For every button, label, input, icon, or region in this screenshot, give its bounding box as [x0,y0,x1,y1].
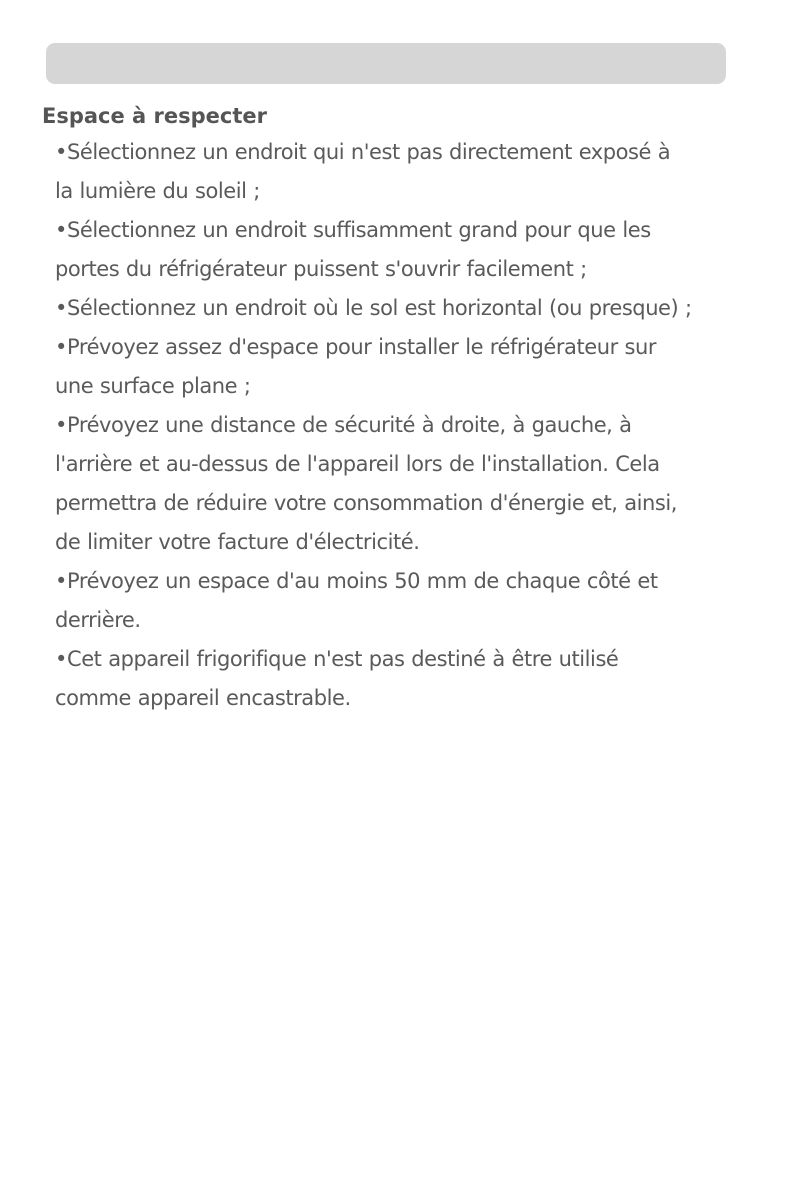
bullet-dot-icon: • [55,647,67,671]
list-item-line: Cet appareil frigorifique n'est pas destiné à être utilisé [67,647,619,671]
list-item [39,211,775,289]
bullet-dot-icon: • [55,569,67,593]
list-item-line: comme appareil encastrable. [55,686,351,710]
list-item [39,328,775,406]
bullet-dot-icon: • [55,218,67,242]
section-title: Espace à respecter [42,104,267,128]
list-item-line: Prévoyez assez d'espace pour installer le réfrigérateur sur [67,335,657,359]
list-item-line: permettra de réduire votre consommation d'énergie et, ainsi, [55,491,677,515]
header-bar [46,43,726,84]
list-item [39,406,775,562]
bullet-dot-icon: • [55,413,67,437]
list-item-line: Sélectionnez un endroit suffisamment grand pour que les [67,218,651,242]
bullet-list [39,133,775,718]
list-item-line: l'arrière et au-dessus de l'appareil lors de l'installation. Cela [55,452,660,476]
list-item [39,133,775,211]
document-content [39,100,775,718]
list-item-line: la lumière du soleil ; [55,179,260,203]
bullet-dot-icon: • [55,296,67,320]
list-item-line: Sélectionnez un endroit qui n'est pas directement exposé à [67,140,671,164]
list-item-line: de limiter votre facture d'électricité. [55,530,420,554]
list-item-line: Sélectionnez un endroit où le sol est horizontal (ou presque) ; [67,296,692,320]
list-item [39,289,775,328]
list-item-line: une surface plane ; [55,374,251,398]
list-item [39,640,775,718]
bullet-dot-icon: • [55,335,67,359]
bullet-dot-icon: • [55,140,67,164]
list-item-line: derrière. [55,608,141,632]
list-item-line: portes du réfrigérateur puissent s'ouvrir facilement ; [55,257,587,281]
list-item [39,562,775,640]
list-item-line: Prévoyez un espace d'au moins 50 mm de chaque côté et [67,569,658,593]
list-item-line: Prévoyez une distance de sécurité à droite, à gauche, à [67,413,632,437]
